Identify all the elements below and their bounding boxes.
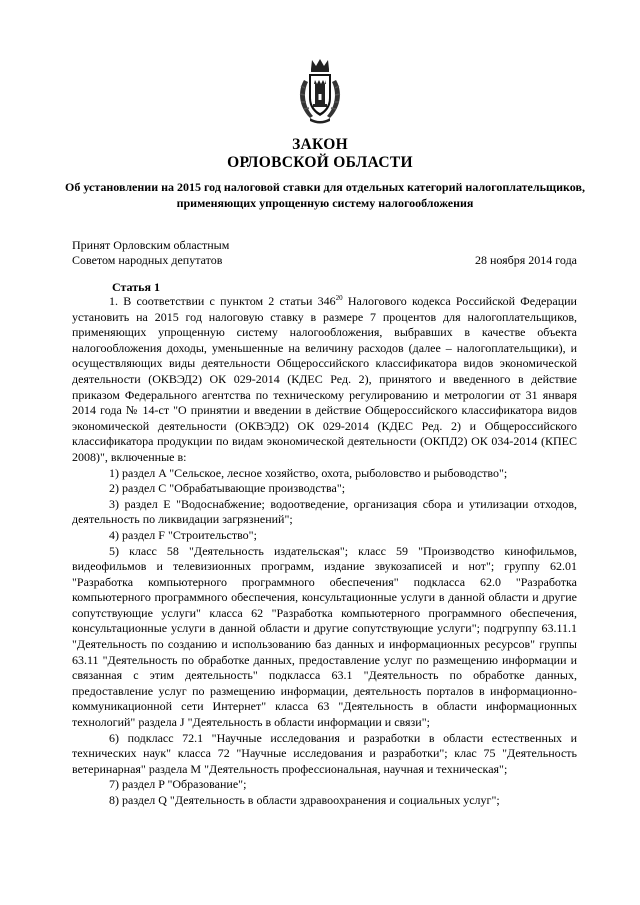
document-subtitle: Об установлении на 2015 год налоговой ставки для отдельных категорий налогоплательщиков, применяющих упрощенную систему налогообложения — [65, 180, 585, 210]
adoption-date: 28 ноября 2014 года — [474, 253, 577, 267]
list-item: 3) раздел E "Водоснабжение; водоотведение, организация сбора и утилизации отходов, деятельность по ликвидации загрязнений"; — [72, 496, 577, 527]
adoption-line-1: Принят Орловским областным — [72, 238, 230, 252]
list-item: 6) подкласс 72.1 "Научные исследования и разработки в области естественных и технических наук" класса 72 "Научные исследования и разработки"; клас 75 "Деятельность ветеринарная" раздела M "Деятельность профессиональная, научная и техническая"; — [72, 730, 577, 776]
list-item: 8) раздел Q "Деятельность в области здравоохранения и социальных услуг"; — [109, 793, 500, 807]
article-heading: Статья 1 — [112, 280, 160, 294]
list-item: 1) раздел A "Сельское, лесное хозяйство, охота, рыболовство и рыбоводство"; — [109, 465, 508, 480]
article-body — [72, 294, 577, 809]
coat-of-arms-emblem — [296, 58, 344, 126]
list-item: 5) класс 58 "Деятельность издательская"; класс 59 "Производство кинофильмов, видеофильмов и телевизионных программ, издание звукозаписей и нот"; группу 62.01 "Разработка компьютерного программного обеспечения" подкласса 62.0 "Разработка компьютерного программного обеспечения, консультационные услуги в данной области и другие сопутствующие услуги" класса 62 "Разработка компьютерного программного обеспечения, консультационные услуги в данной области и другие сопутствующие услуги"; подгруппу 63.11.1 "Деятельность по созданию и использованию баз данных и информационных ресурсов" группы 63.11 "Деятельность по обработке данных, предоставление услуг по размещению информации и связанная с этим деятельность" подкласса 63.1 "Деятельность по обработке данных, предоставление услуг по размещению информации, деятельность порталов в информационно-коммуникационной сети Интернет" класса 63 "Деятельность в области информационных технологий" раздела J "Деятельность в области информации и связи"; — [72, 543, 577, 730]
adoption-line-2: Советом народных депутатов — [72, 253, 223, 267]
document-title: ЗАКОН — [292, 136, 348, 153]
list-item: 7) раздел P "Образование"; — [109, 777, 247, 792]
paragraph-1 — [72, 294, 577, 466]
document-title-region: ОРЛОВСКОЙ ОБЛАСТИ — [227, 154, 413, 171]
paragraph-1-rest: Налогового кодекса Российской Федерации установить на 2015 год налоговую ставку в размере 7 процентов для налогоплательщиков, применяющих упрощенную систему налогообложения, выбравших в качестве объекта налогообложения доходы, уменьшенные на величину расходов (далее – налогоплательщики), и осуществляющих виды деятельности Общероссийского классификатора видов экономической деятельности (ОКВЭД2) ОК 029-2014 (КДЕС Ред. 2), принятого и введенного в действие приказом Федерального агентства по техническому регулированию и метрологии от 31 января 2014 года № 14-ст "О принятии и введении в действие Общероссийского классификатора видов экономической деятельности (ОКВЭД2) ОК 029-2014 (КДЕС Ред. 2) и Общероссийского классификатора продукции по видам экономической деятельности (ОКПД2) ОК 034-2014 (КПЕС 2008)", включенные в: — [72, 294, 577, 464]
list-item: 2) раздел C "Обрабатывающие производства"; — [109, 481, 346, 496]
paragraph-1-start: 1. В соответствии с пунктом 2 статьи 346 — [109, 294, 336, 308]
list-item: 4) раздел F "Строительство"; — [109, 527, 257, 542]
adoption-statement — [72, 238, 229, 268]
article-number-superscript: 20 — [335, 294, 343, 302]
